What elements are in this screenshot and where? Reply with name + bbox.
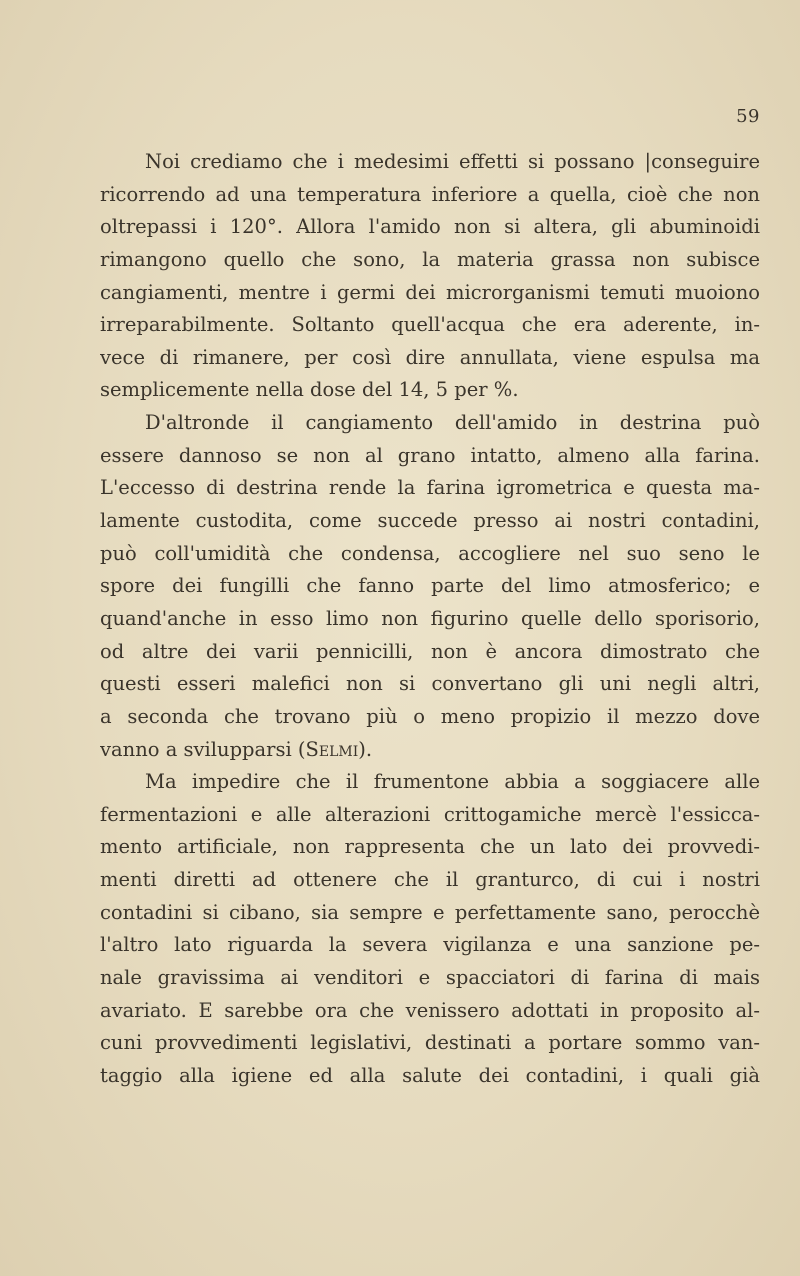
text-line: mento artificiale, non rappresenta che un lato dei provvedi- [100,835,760,859]
text-line: l'altro lato riguarda la severa vigilanza e una sanzione pe- [100,933,760,957]
text-line: a seconda che trovano più o meno propizio il mezzo dove [100,704,760,728]
text-line: nale gravissima ai venditori e spacciatori di farina di mais [100,966,760,990]
text-line: Ma impedire che il frumentone abbia a soggiacere alle [145,770,760,794]
author-citation: Selmi [305,737,359,761]
text-line: quand'anche in esso limo non figurino quelle dello sporisorio, [100,606,760,630]
page-number: 59 [736,106,760,127]
text-line: lamente custodita, come succede presso ai nostri contadini, [100,509,760,533]
text-line: può coll'umidità che condensa, accogliere nel suo seno le [100,541,760,565]
text-line: questi esseri malefici non si convertano gli uni negli altri, [100,672,760,696]
text-line: D'altronde il cangiamento dell'amido in destrina può [145,411,760,435]
text-line: irreparabilmente. Soltanto quell'acqua che era aderente, in- [100,313,760,337]
text-fragment: vanno a svilupparsi ( [100,737,306,761]
text-line: contadini si cibano, sia sempre e perfettamente sano, perocchè [100,900,760,924]
text-line: od altre dei varii pennicilli, non è ancora dimostrato che [100,639,760,663]
text-fragment: ). [358,737,373,761]
text-line: avariato. E sarebbe ora che venissero adottati in proposito al- [100,998,760,1022]
text-line: semplicemente nella dose del 14, 5 per %. [100,378,519,402]
text-line: spore dei fungilli che fanno parte del limo atmosferico; e [100,574,760,598]
text-line: oltrepassi i 120°. Allora l'amido non si altera, gli abuminoidi [100,215,760,239]
text-line: essere dannoso se non al grano intatto, almeno alla farina. [100,443,760,467]
text-line: vece di rimanere, per così dire annullata, viene espulsa ma [100,345,760,369]
text-line: taggio alla igiene ed alla salute dei contadini, i quali già [100,1063,760,1087]
text-line: fermentazioni e alle alterazioni crittogamiche mercè l'essicca- [100,802,760,826]
text-line [100,734,760,767]
text-line: menti diretti ad ottenere che il granturco, di cui i nostri [100,868,760,892]
text-line: Noi crediamo che i medesimi effetti si possano |conseguire [145,150,760,173]
text-line: cangiamenti, mentre i germi dei microrganismi temuti muoiono [100,280,760,304]
text-line: ricorrendo ad una temperatura inferiore a quella, cioè che non [100,182,760,206]
text-line: rimangono quello che sono, la materia grassa non subisce [100,247,760,271]
body-text [100,146,760,1093]
text-line: cuni provvedimenti legislativi, destinati a portare sommo van- [100,1031,760,1055]
text-line: L'eccesso di destrina rende la farina igrometrica e questa ma- [100,476,760,500]
